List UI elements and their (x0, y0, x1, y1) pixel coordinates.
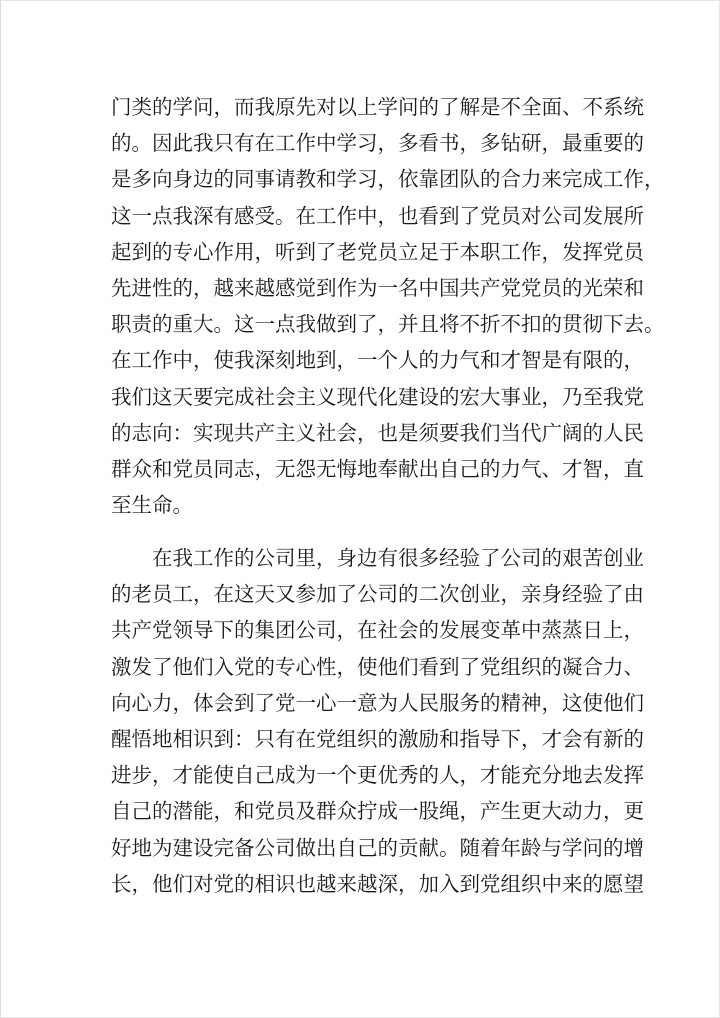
paragraph-2-line: 好地为建设完备公司做出自己的贡献。随着年龄与学问的增 (111, 835, 644, 860)
paragraph-2-line: 向心力，体会到了党一心一意为人民服务的精神，这使他们 (111, 690, 644, 715)
paragraph-2-line: 的老员工，在这天又参加了公司的二次创业，亲身经验了由 (111, 582, 644, 607)
paragraph-2-line: 共产党领导下的集团公司，在社会的发展变革中蒸蒸日上， (111, 618, 644, 643)
paragraph-1-line: 先进性的，越来越感觉到作为一名中国共产党党员的光荣和 (111, 275, 644, 300)
paragraph-1 (111, 89, 665, 523)
paragraph-1-line: 职责的重大。这一点我做到了，并且将不折不扣的贯彻下去。 (111, 312, 665, 337)
paragraph-2-line: 长，他们对党的相识也越来越深，加入到党组织中来的愿望 (111, 871, 644, 896)
paragraph-2-line: 进步，才能使自己成为一个更优秀的人，才能充分地去发挥 (111, 763, 644, 788)
paragraph-1-line: 的。因此我只有在工作中学习，多看书，多钻研，最重要的 (111, 131, 644, 156)
paragraph-2 (111, 540, 644, 902)
paragraph-1-line: 的志向：实现共产主义社会，也是须要我们当代广阔的人民 (111, 420, 644, 445)
paragraph-2-line: 在我工作的公司里，身边有很多经验了公司的艰苦创业 (111, 546, 644, 570)
paragraph-1-line: 是多向身边的同事请教和学习，依靠团队的合力来完成工作， (111, 167, 665, 192)
paragraph-1-line: 我们这天要完成社会主义现代化建设的宏大事业，乃至我党 (111, 384, 644, 409)
paragraph-1-line: 群众和党员同志，无怨无悔地奉献出自己的力气、才智，直 (111, 456, 644, 481)
paragraph-2-line: 激发了他们入党的专心性，使他们看到了党组织的凝合力、 (111, 654, 644, 679)
paragraph-1-line: 在工作中，使我深刻地到，一个人的力气和才智是有限的， (111, 348, 644, 373)
paragraph-1-line: 起到的专心作用，听到了老党员立足于本职工作，发挥党员 (111, 239, 644, 264)
paragraph-1-line: 至生命。 (111, 493, 193, 518)
paragraph-2-line: 醒悟地相识到：只有在党组织的激励和指导下，才会有新的 (111, 726, 644, 751)
paragraph-1-line: 这一点我深有感受。在工作中，也看到了党员对公司发展所 (111, 203, 644, 228)
paragraph-1-line: 门类的学问，而我原先对以上学问的了解是不全面、不系统 (111, 95, 644, 119)
paragraph-2-line: 自己的潜能，和党员及群众拧成一股绳，产生更大动力，更 (111, 799, 644, 824)
